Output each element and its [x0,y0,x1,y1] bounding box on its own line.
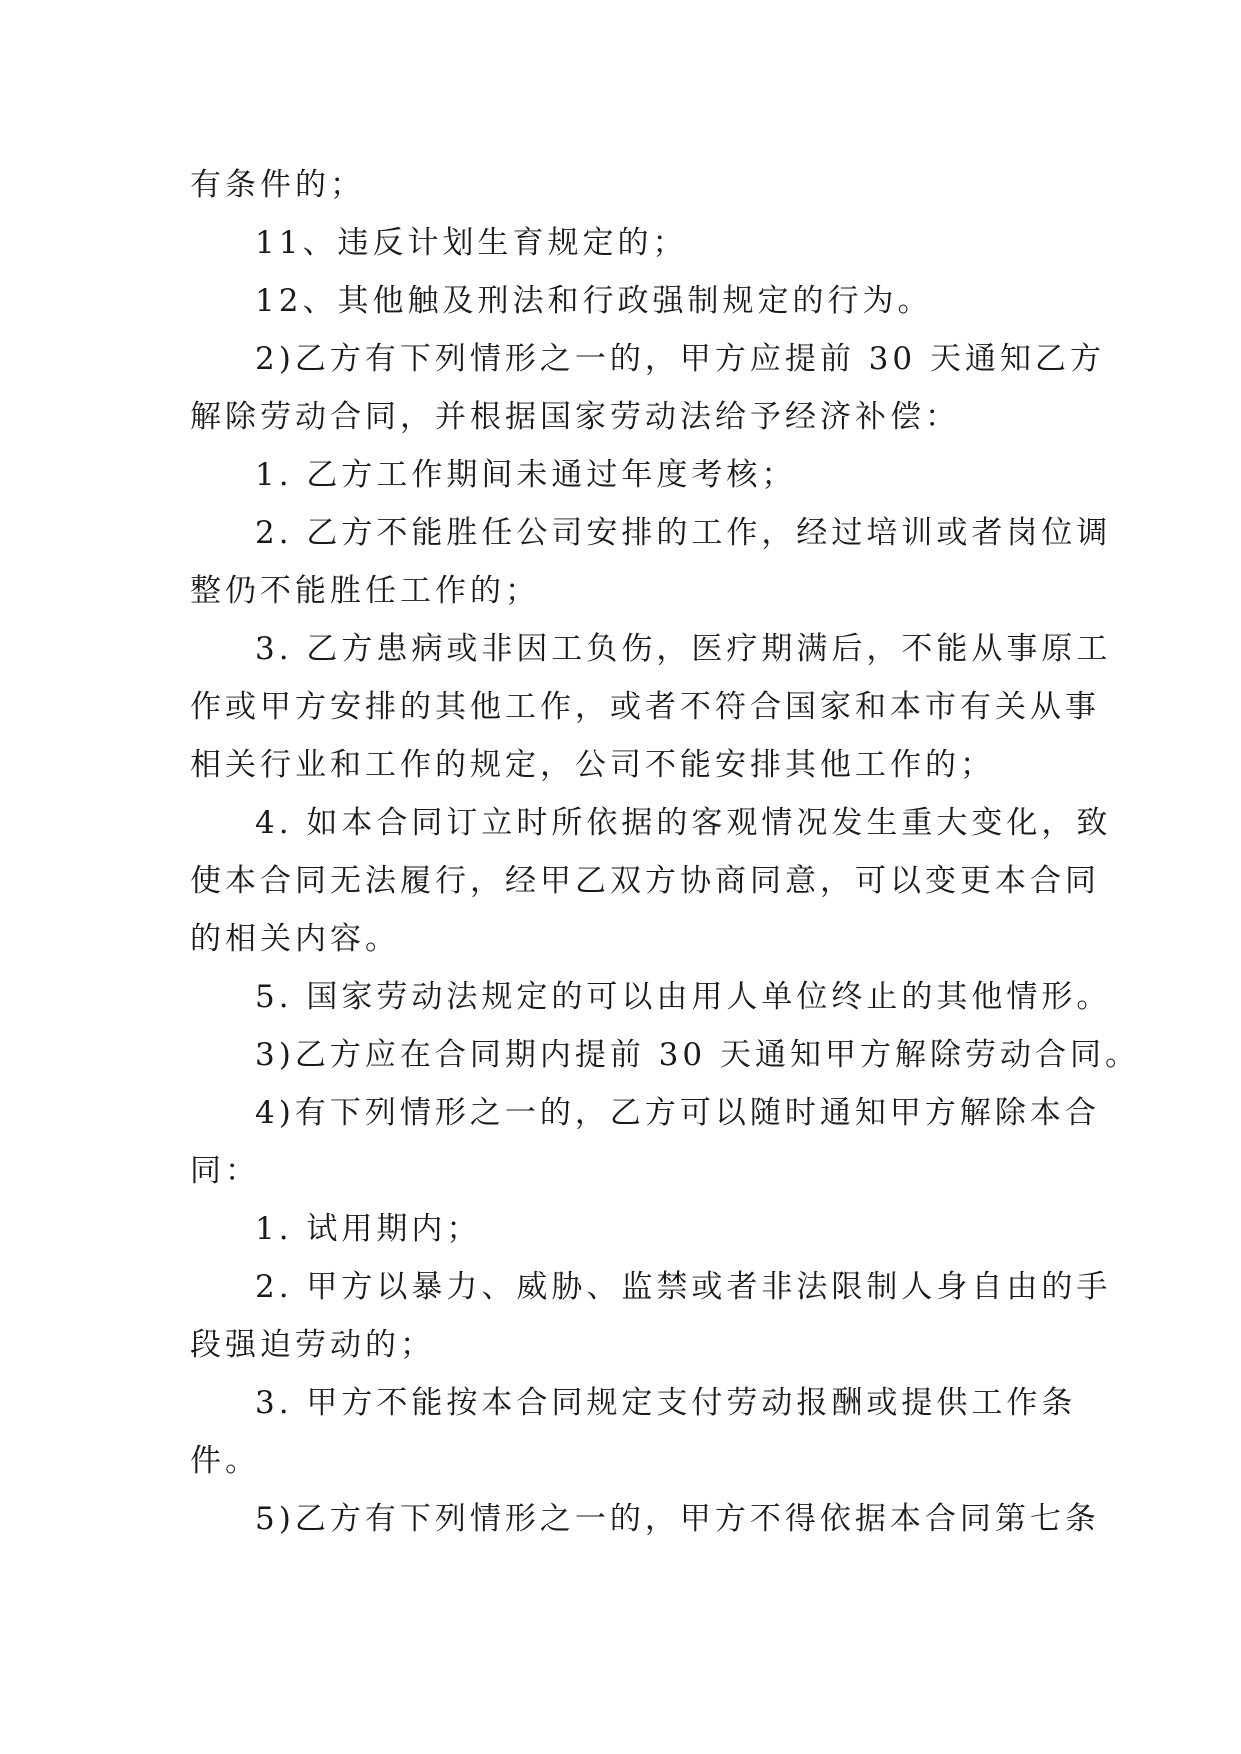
text-line: 2. 乙方不能胜任公司安排的工作，经过培训或者岗位调 [255,515,1112,551]
text-line: 11、违反计划生育规定的； [255,225,688,261]
text-line: 2)乙方有下列情形之一的，甲方应提前 30 天通知乙方 [255,341,1105,377]
text-line: 整仍不能胜任工作的； [190,573,540,609]
text-line: 有条件的； [190,167,365,203]
text-line: 件。 [190,1443,260,1479]
text-line: 的相关内容。 [190,921,400,957]
text-line: 1. 乙方工作期间未通过年度考核； [255,457,797,493]
text-line: 12、其他触及刑法和行政强制规定的行为。 [255,283,933,319]
text-line: 使本合同无法履行，经甲乙双方协商同意，可以变更本合同 [190,863,1100,899]
text-line: 3. 乙方患病或非因工负伤，医疗期满后，不能从事原工 [255,631,1112,667]
text-line: 1. 试用期内； [255,1211,482,1247]
text-line: 段强迫劳动的； [190,1327,435,1363]
text-line: 4)有下列情形之一的，乙方可以随时通知甲方解除本合 [255,1095,1100,1131]
text-line: 解除劳动合同，并根据国家劳动法给予经济补偿： [190,399,960,435]
text-line: 作或甲方安排的其他工作，或者不符合国家和本市有关从事 [190,689,1100,725]
text-line: 4. 如本合同订立时所依据的客观情况发生重大变化，致 [255,805,1112,841]
text-line: 相关行业和工作的规定，公司不能安排其他工作的； [190,747,995,783]
text-line: 5. 国家劳动法规定的可以由用人单位终止的其他情形。 [255,979,1112,1015]
text-line: 5)乙方有下列情形之一的，甲方不得依据本合同第七条 [255,1501,1100,1537]
text-line: 3)乙方应在合同期内提前 30 天通知甲方解除劳动合同。 [255,1037,1140,1073]
text-line: 2. 甲方以暴力、威胁、监禁或者非法限制人身自由的手 [255,1269,1112,1305]
text-line: 3. 甲方不能按本合同规定支付劳动报酬或提供工作条 [255,1385,1077,1421]
text-line: 同： [190,1153,260,1189]
